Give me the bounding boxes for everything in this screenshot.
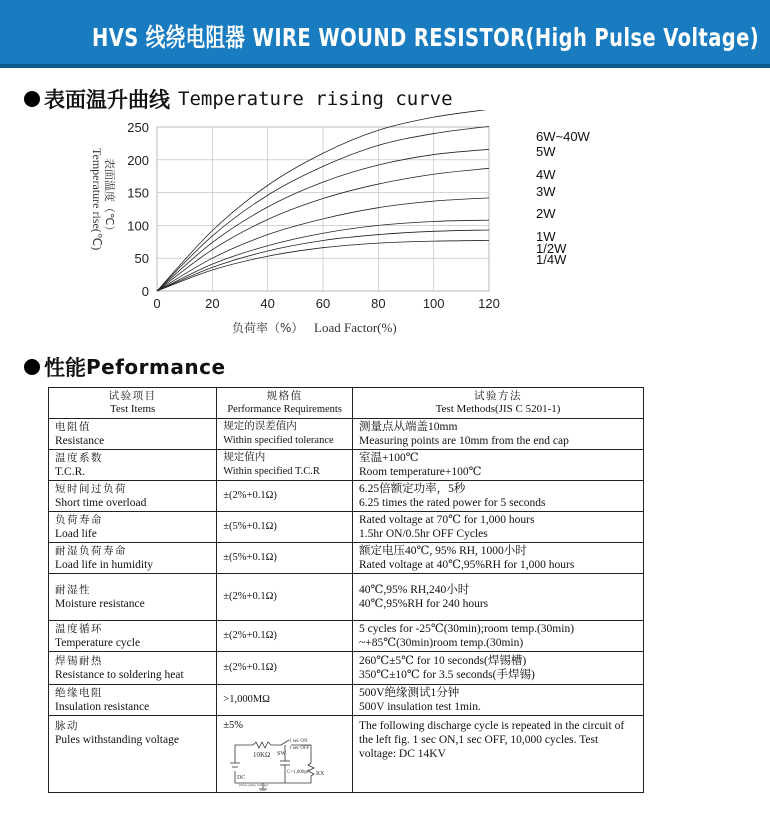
- tolerance: ±5%: [223, 720, 244, 731]
- legend-label: 1/2W: [536, 241, 567, 256]
- cell-requirement: [217, 481, 353, 512]
- chart-xlabel-cn: 负荷率（%）: [232, 321, 304, 335]
- item-en: T.C.R.: [55, 466, 86, 478]
- item-cn: 耐湿负荷寿命: [55, 545, 127, 557]
- cell-method: [353, 419, 644, 450]
- cell-method: [353, 450, 644, 481]
- item-cn: 温度系数: [55, 452, 103, 464]
- x-tick-label: 100: [422, 296, 445, 311]
- cell-test-item: [49, 450, 217, 481]
- requirement-line-1: ±(2%+0.1Ω): [223, 662, 277, 673]
- cell-requirement: [217, 574, 353, 621]
- y-tick-label: 100: [127, 218, 149, 234]
- cell-method: [353, 621, 644, 652]
- x-tick-label: 20: [205, 296, 220, 311]
- method-line-2: 40℃,95%RH for 240 hours: [359, 598, 489, 610]
- cell-requirement: [217, 685, 353, 716]
- header-cn: 规格值: [266, 390, 303, 402]
- cell-test-item: [49, 481, 217, 512]
- table-header-row: [49, 388, 644, 419]
- requirement-line-1: ±(2%+0.1Ω): [223, 591, 277, 602]
- header-cn: 试验方法: [474, 390, 522, 402]
- header-en: Test Items: [109, 403, 156, 415]
- method-line-1: 室温+100℃: [359, 452, 419, 464]
- chart-xlabel-en: Load Factor(%): [314, 320, 397, 335]
- cell-requirement: [217, 543, 353, 574]
- method-line-2: Rated voltage at 40℃,95%RH for 1,000 hours: [359, 559, 575, 571]
- cell-test-item: [49, 685, 217, 716]
- method-line-2: 1.5hr ON/0.5hr OFF Cycles: [359, 528, 488, 540]
- section-title-en: Temperature rising curve: [178, 88, 453, 110]
- x-tick-label: 120: [478, 296, 500, 311]
- item-cn: 短时间过负荷: [55, 483, 127, 495]
- item-cn: 温度循环: [55, 623, 103, 635]
- method-line-2: ~+85℃(30min)room temp.(30min): [359, 637, 524, 649]
- cell-requirement: [217, 652, 353, 685]
- method-text: The following discharge cycle is repeated in the circuit of the left fig. 1 sec ON,1 sec OFF, 10,000 cycles. Test voltage: DC 14KV: [359, 720, 625, 760]
- item-en: Moisture resistance: [55, 598, 145, 610]
- method-line-2: 500V insulation test 1min.: [359, 701, 481, 713]
- item-en: Resistance to soldering heat: [55, 669, 184, 681]
- y-tick-label: 250: [127, 120, 149, 135]
- item-en: Insulation resistance: [55, 701, 150, 713]
- item-en: Temperature cycle: [55, 637, 141, 649]
- method-line-1: 260℃±5℃ for 10 seconds(焊锡槽): [359, 655, 527, 667]
- cell-test-item: [49, 574, 217, 621]
- circuit-dc: DC: [237, 775, 246, 781]
- item-cn: 负荷寿命: [55, 514, 103, 526]
- table-row: [49, 685, 644, 716]
- item-cn: 脉动: [55, 720, 79, 732]
- requirement-line-1: >1,000MΩ: [223, 694, 270, 705]
- section-title-cn: 表面温升曲线: [44, 88, 170, 112]
- table-row-pulse: [49, 716, 644, 793]
- header-test-methods: [353, 388, 644, 419]
- chart-ylabel-en: Temperature rise(℃): [90, 148, 104, 251]
- section-title-cn: 性能: [44, 356, 86, 380]
- circuit-diagram: [223, 733, 335, 791]
- circuit-rx: RX: [316, 771, 325, 777]
- requirement-line-1: ±(2%+0.1Ω): [223, 490, 277, 501]
- method-line-1: 500V绝缘测试1分钟: [359, 687, 460, 699]
- item-cn: 焊锡耐热: [55, 655, 103, 667]
- header-en: Test Methods(JIS C 5201-1): [435, 403, 561, 415]
- table-row: [49, 621, 644, 652]
- header-requirements: [217, 388, 353, 419]
- table-row: [49, 481, 644, 512]
- circuit-sw: SW: [277, 751, 287, 757]
- cell-method: [353, 481, 644, 512]
- section-title-en: Peformance: [86, 355, 226, 379]
- requirement-line-2: Within specified T.C.R: [223, 466, 320, 477]
- method-line-2: Measuring points are 10mm from the end cap: [359, 435, 569, 447]
- table-row: [49, 543, 644, 574]
- requirement-line-1: 规定的误差值内: [223, 421, 297, 432]
- method-line-2: Room temperature+100℃: [359, 466, 482, 478]
- item-cn: 耐湿性: [55, 584, 91, 596]
- cell-requirement: [217, 621, 353, 652]
- circuit-sw-on: 1 sec ON: [289, 739, 308, 744]
- cell-requirement: [217, 419, 353, 450]
- legend-label: 1/4W: [536, 252, 567, 267]
- header-cn: 试验项目: [108, 390, 157, 402]
- cell-method: [353, 685, 644, 716]
- performance-table: [48, 387, 644, 793]
- legend-label: 3W: [536, 184, 556, 199]
- method-line-1: 40℃,95% RH,240小时: [359, 584, 470, 596]
- method-line-1: 额定电压40℃, 95% RH, 1000小时: [359, 545, 527, 557]
- table-row: [49, 574, 644, 621]
- cell-method: [353, 574, 644, 621]
- requirement-line-1: ±(2%+0.1Ω): [223, 630, 277, 641]
- legend-label: 4W: [536, 167, 556, 182]
- temperature-chart: [0, 110, 640, 345]
- bullet-icon: [24, 91, 40, 107]
- cell-method: [353, 652, 644, 685]
- item-cn: 绝缘电阻: [55, 687, 103, 699]
- circuit-cap: C=1,000pf: [287, 770, 309, 775]
- item-en: Pules withstanding voltage: [55, 734, 179, 746]
- requirement-line-2: Within specified tolerance: [223, 435, 334, 446]
- cell-requirement: [217, 716, 353, 793]
- circuit-r1: 10KΩ: [253, 751, 271, 759]
- y-tick-label: 0: [141, 284, 149, 299]
- x-tick-label: 60: [315, 296, 331, 311]
- item-en: Load life: [55, 528, 97, 540]
- x-tick-label: 40: [260, 296, 275, 311]
- method-line-2: 6.25 times the rated power for 5 seconds: [359, 497, 546, 509]
- method-line-1: Rated voltage at 70℃ for 1,000 hours: [359, 514, 535, 526]
- x-tick-label: 80: [371, 296, 386, 311]
- cell-test-item: [49, 621, 217, 652]
- cell-test-item: [49, 419, 217, 450]
- table-row: [49, 512, 644, 543]
- header-test-items: [49, 388, 217, 419]
- legend-label: 5W: [536, 144, 556, 159]
- table-row: [49, 419, 644, 450]
- item-en: Short time overload: [55, 497, 147, 509]
- header-title: HVS 线绕电阻器 WIRE WOUND RESISTOR(High Pulse Voltage): [92, 23, 760, 52]
- x-tick-label: 0: [153, 296, 161, 311]
- cell-test-item: [49, 652, 217, 685]
- requirement-line-1: 规定值内: [223, 452, 266, 463]
- item-cn: 电阻值: [55, 421, 91, 433]
- cell-test-item: [49, 716, 217, 793]
- cell-method: [353, 716, 644, 793]
- requirement-line-1: ±(5%+0.1Ω): [223, 552, 277, 563]
- method-line-1: 6.25倍额定功率，5秒: [359, 483, 466, 495]
- header-stripe: [0, 64, 770, 68]
- table-row: [49, 652, 644, 685]
- chart-ylabel-cn: 表面温度（℃）: [103, 158, 116, 237]
- method-line-1: 5 cycles for -25℃(30min);room temp.(30min): [359, 623, 575, 635]
- cell-requirement: [217, 450, 353, 481]
- method-line-2: 350℃±10℃ for 3.5 seconds(手焊锡): [359, 669, 535, 681]
- cell-test-item: [49, 543, 217, 574]
- cell-test-item: [49, 512, 217, 543]
- circuit-sw-off: 1 sec OFF: [289, 746, 310, 751]
- legend-label: 1W: [536, 229, 556, 244]
- legend-label: 6W~40W: [536, 129, 590, 144]
- header-en: Performance Requirements: [227, 404, 342, 415]
- section-header-performance: [24, 352, 226, 382]
- cell-method: [353, 543, 644, 574]
- item-en: Resistance: [55, 435, 105, 447]
- legend-label: 2W: [536, 206, 556, 221]
- cell-requirement: [217, 512, 353, 543]
- method-line-1: 测量点从端盖10mm: [359, 421, 458, 433]
- requirement-line-1: ±(5%+0.1Ω): [223, 521, 277, 532]
- circuit-dc-note: (Start, pulse voltage): [239, 783, 269, 787]
- table-row: [49, 450, 644, 481]
- y-tick-label: 150: [127, 185, 149, 201]
- y-tick-label: 200: [127, 152, 149, 168]
- y-tick-label: 50: [134, 251, 149, 267]
- cell-method: [353, 512, 644, 543]
- item-en: Load life in humidity: [55, 559, 154, 571]
- bullet-icon: [24, 359, 40, 375]
